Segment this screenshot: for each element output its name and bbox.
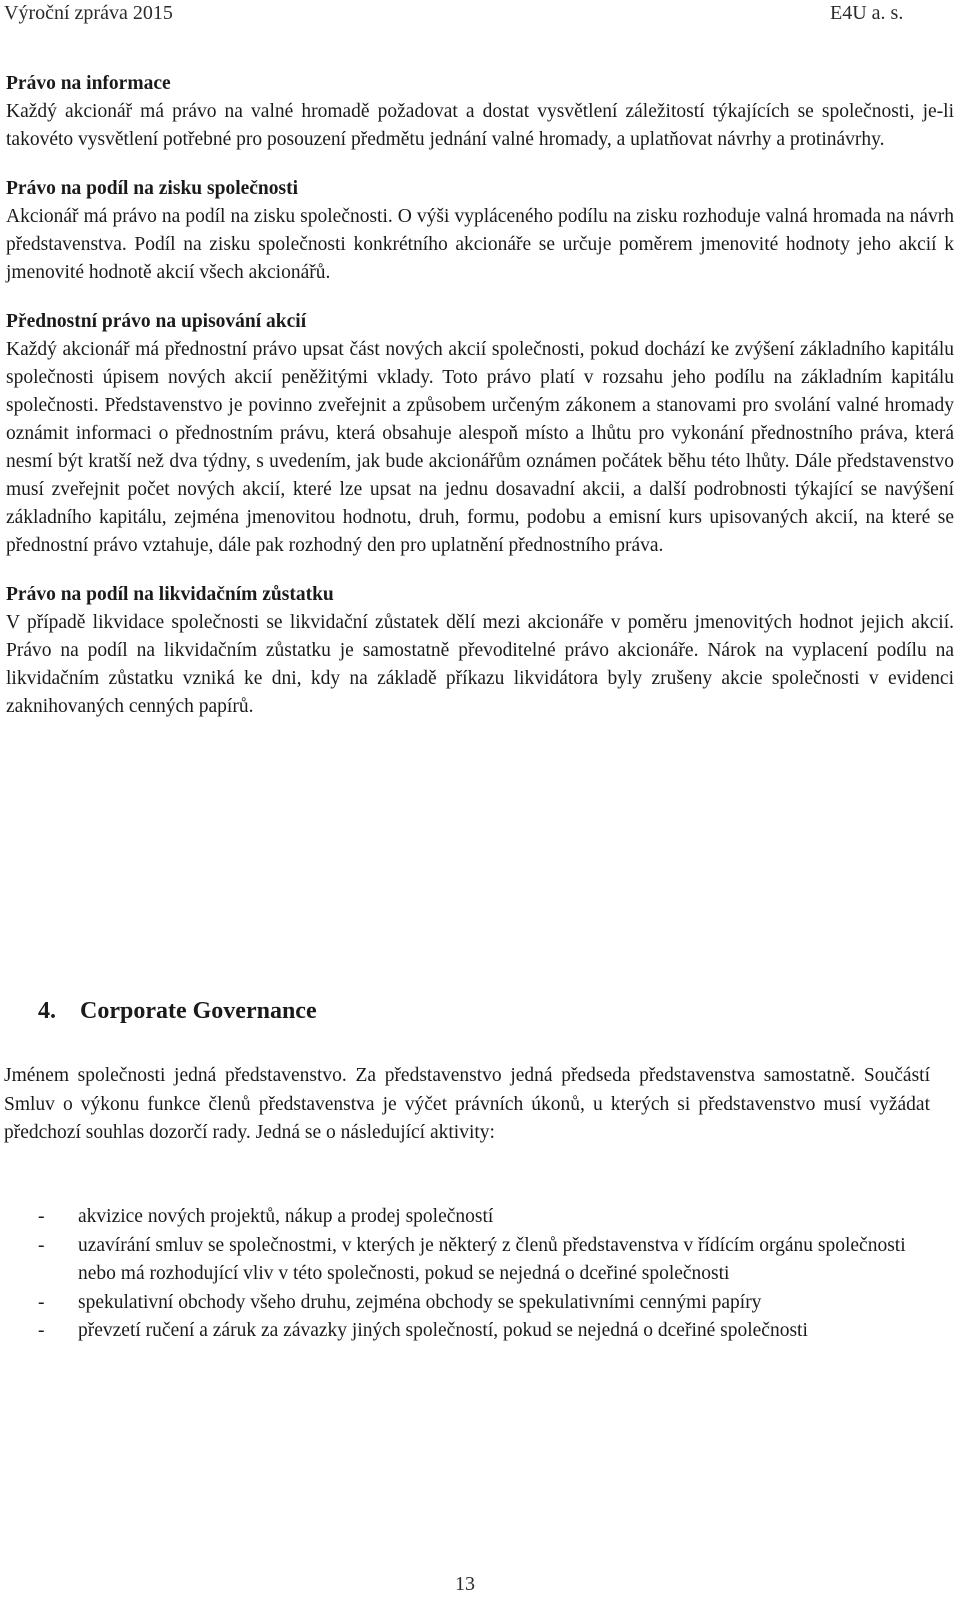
list-item	[4, 1317, 930, 1346]
shareholder-rights-content	[6, 70, 954, 721]
section-title: Přednostní právo na upisování akcií	[6, 311, 307, 332]
list-marker: -	[38, 1291, 45, 1313]
chapter-title: Corporate Governance	[80, 998, 317, 1024]
section-right-to-information	[6, 70, 954, 154]
company-name: E4U a. s.	[830, 2, 904, 24]
section-preemptive-right	[6, 308, 954, 560]
governance-intro: Jménem společnosti jedná představenstvo. Za představenstvo jedná předseda představenstva samostatně. Součástí Smluv o výkonu funkce členů představenstva je výčet právních úkonů, u kterých si představenstvo musí vyžádat předchozí souhlas dozorčí rady. Jedná se o následující aktivity:	[4, 1065, 930, 1143]
list-item	[4, 1232, 930, 1289]
section-text: V případě likvidace společnosti se likvidační zůstatek dělí mezi akcionáře v poměru jmenovitých hodnot jejich akcií. Právo na podíl na likvidačním zůstatku je samostatně převoditelné právo akcionáře. Nárok na vyplacení podílu na likvidačním zůstatku vzniká ke dni, kdy na základě příkazu likvidátora byly zrušeny akcie společnosti v evidenci zaknihovaných cenných papírů.	[6, 612, 954, 717]
page-header	[4, 2, 944, 30]
list-marker: -	[38, 1320, 45, 1341]
activities-list	[4, 1203, 930, 1346]
list-item-text: uzavírání smluv se společnostmi, v kterých je některý z členů představenstva v řídícím orgánu společnosti nebo má rozhodující vliv v této společnosti, pokud se nejedná o dceřiné společnosti	[78, 1234, 906, 1284]
list-item-text: převzetí ručení a záruk za závazky jiných společností, pokud se nejedná o dceřiné společnosti	[78, 1320, 808, 1341]
list-item-text: spekulativní obchody všeho druhu, zejména obchody se spekulativními cennými papíry	[78, 1291, 762, 1313]
list-item	[4, 1289, 930, 1318]
chapter-number: 4.	[38, 998, 56, 1024]
section-liquidation-balance	[6, 581, 954, 721]
report-title: Výroční zpráva 2015	[4, 2, 173, 24]
section-right-to-profit-share	[6, 175, 954, 287]
list-item-text: akvizice nových projektů, nákup a prodej společností	[78, 1206, 494, 1227]
section-text: Každý akcionář má právo na valné hromadě požadovat a dostat vysvětlení záležitostí týkajících se společnosti, je-li takovéto vysvětlení potřebné pro posouzení předmětu jednání valné hromady, a uplatňovat návrhy a protinávrhy.	[6, 101, 954, 150]
section-text: Akcionář má právo na podíl na zisku společnosti. O výši vypláceného podílu na zisku rozhoduje valná hromada na návrh představenstva. Podíl na zisku společnosti konkrétního akcionáře se určuje poměrem jmenovité hodnoty jeho akcií k jmenovité hodnotě akcií všech akcionářů.	[6, 206, 954, 283]
section-title: Právo na informace	[6, 73, 171, 94]
list-marker: -	[38, 1206, 45, 1227]
list-marker: -	[38, 1234, 45, 1256]
section-title: Právo na podíl na likvidačním zůstatku	[6, 584, 334, 605]
chapter-heading	[38, 998, 317, 1025]
page-number: 13	[455, 1573, 475, 1595]
section-text: Každý akcionář má přednostní právo upsat část nových akcií společnosti, pokud dochází ke zvýšení základního kapitálu společnosti úpisem nových akcií peněžitými vklady. Toto právo platí v rozsahu jeho podílu na základním kapitálu společnosti. Představenstvo je povinno zveřejnit a způsobem určeným zákonem a stanovami pro svolání valné hromady oznámit informaci o přednostním právu, která obsahuje alespoň místo a lhůtu pro vykonání přednostního práva, která nesmí být kratší než dva týdny, s uvedením, jak bude akcionářům oznámen počátek běhu této lhůty. Dále představenstvo musí zveřejnit počet nových akcií, které lze upsat na jednu dosavadní akcii, a další podrobnosti týkající se navýšení základního kapitálu, zejména jmenovitou hodnotu, druh, formu, podobu a emisní kurs upisovaných akcií, na které se přednostní právo vztahuje, dále pak rozhodný den pro uplatnění přednostního práva.	[6, 339, 954, 556]
list-item	[4, 1203, 930, 1232]
section-title: Právo na podíl na zisku společnosti	[6, 178, 299, 199]
